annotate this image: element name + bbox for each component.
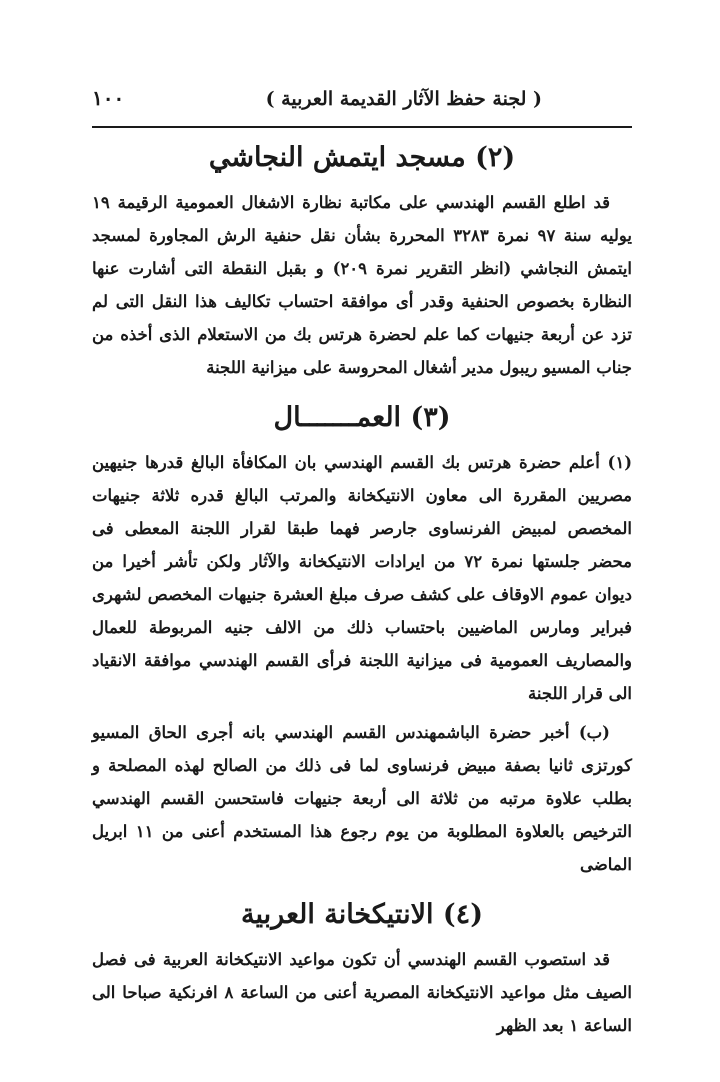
paragraph-mosque: قد اطلع القسم الهندسي على مكاتبة نظارة الاشغال العمومية الرقيمة ١٩ يوليه سنة ٩٧ نمرة ٣٢٨٣ المحررة بشأن نقل حنفية الرش المجاورة لمسجد ايتمش النجاشي (انظر التقرير نمرة ٢٠٩) و بقبل النقطة التى أشارت عنها النظارة بخصوص الحنفية وقدر أى موافقة احتساب تكاليف هذا النقل التى لم تزد عن أربعة جنيهات كما علم لحضرة هرتس بك من الاستعلام الذى أخذه من جناب المسيو ريبول مدير أشغال المحروسة على ميزانية اللجنة: [92, 193, 632, 377]
running-title: ( لجنة حفظ الآثار القديمة العربية ): [265, 88, 542, 110]
paragraph-museum: قد استصوب القسم الهندسي أن تكون مواعيد الانتيكخانة العربية فى فصل الصيف مثل مواعيد الانتيكخانة المصرية أعنى من الساعة ٨ افرنكية صباحا الى الساعة ١ بعد الظهر: [92, 950, 632, 1035]
section-heading-museum: (٤) الانتيكخانة العربية: [241, 899, 483, 930]
header-rule: [92, 126, 632, 128]
section-heading-workers: (٣) العمـــــــال: [273, 402, 451, 433]
paragraph-workers-b: (ب) أخبر حضرة الباشمهندس القسم الهندسي بانه أجرى الحاق المسيو كورتزى ثانيا بصفة مبيض فرنساوى لما فى ذلك من الصالح لهذه المصلحة و بطلب علاوة مرتبه من ثلاثة الى أربعة جنيهات فاستحسن القسم الهندسي الترخيص بالعلاوة المطلوبة من يوم رجوع هذا المستخدم أعنى من ١١ ابريل الماضى: [92, 723, 632, 874]
page-number: ١٠٠: [92, 86, 125, 110]
section-heading-mosque: (٢) مسجد ايتمش النجاشي: [208, 142, 516, 173]
book-page: [92, 80, 632, 1042]
running-header: [92, 80, 632, 124]
paragraph-workers-a: (١) أعلم حضرة هرتس بك القسم الهندسي بان المكافأة البالغ قدرها جنيهين مصريين المقررة الى معاون الانتيكخانة والمرتب البالغ قدره ثلاثة جنيهات المخصص لمبيض الفرنساوى جارصر فهما طبقا لقرار اللجنة المعطى فى محضر جلستها نمرة ٧٢ من ايرادات الانتيكخانة والآثار ولكن تأشر أخيرا من ديوان عموم الاوقاف على كشف صرف مبلغ العشرة جنيهات المخصص لشهرى فبراير ومارس الماضيين باحتساب ذلك من الالف جنيه المربوطة للعمال والمصاريف العمومية فى ميزانية اللجنة فرأى القسم الهندسي موافقة الانقياد الى قرار اللجنة: [92, 453, 632, 703]
